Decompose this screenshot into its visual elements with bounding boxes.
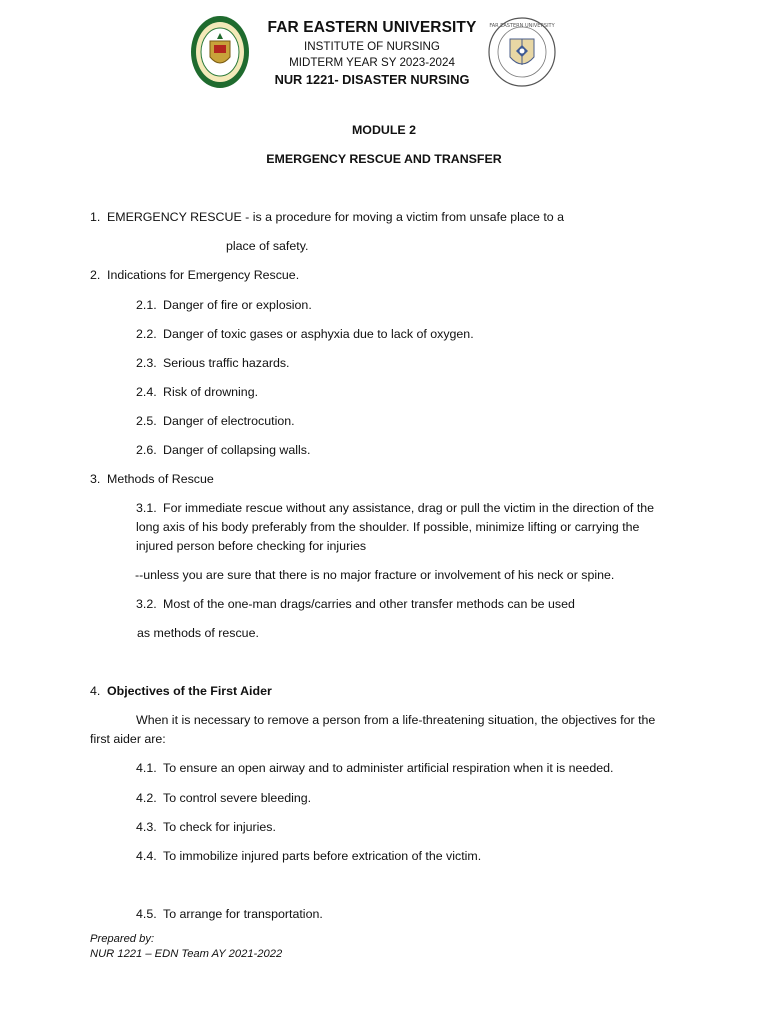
sub-item-number: 2.2. [136, 327, 157, 341]
sub-item-number: 2.1. [136, 298, 157, 312]
sub-item-3-2-number: 3.2. [136, 597, 157, 611]
sub-item-text: Serious traffic hazards. [163, 356, 290, 370]
sub-item-text: To control severe bleeding. [163, 791, 312, 805]
item-4-heading: Objectives of the First Aider [107, 684, 272, 698]
sub-item-text: To check for injuries. [163, 820, 276, 834]
sub-item-text: Danger of toxic gases or asphyxia due to lack of oxygen. [163, 327, 474, 341]
item-1-text: EMERGENCY RESCUE - is a procedure for moving a victim from unsafe place to a [107, 210, 565, 224]
feu-seal-logo [190, 15, 250, 89]
left-logo-year: 1928 [212, 76, 228, 83]
sub-item-3-2-continuation: as methods of rescue. [137, 626, 259, 640]
item-1-continuation: place of safety. [226, 239, 309, 253]
module-title: EMERGENCY RESCUE AND TRANSFER [266, 152, 502, 166]
module-number: MODULE 2 [351, 123, 417, 137]
sub-item-text: Risk of drowning. [163, 385, 259, 399]
course-title: NUR 1221- DISASTER NURSING [274, 72, 470, 87]
sub-item-text: Danger of fire or explosion. [163, 298, 312, 312]
sub-item-text: To ensure an open airway and to administer artificial respiration when it is needed. [163, 761, 614, 775]
sub-item-number: 4.5. [136, 907, 157, 921]
sub-item-3-note: --unless you are sure that there is no major fracture or involvement of his neck or spine. [135, 568, 615, 582]
sub-item-text: Danger of collapsing walls. [163, 443, 311, 457]
sub-item-number: 2.3. [136, 356, 157, 370]
feu-nursing-seal-logo [488, 17, 556, 87]
sub-item-text: Danger of electrocution. [163, 414, 295, 428]
item-3-text: Methods of Rescue [107, 472, 214, 486]
item-1-number: 1. [90, 210, 101, 224]
sub-item-number: 4.1. [136, 761, 157, 775]
item-3-number: 3. [90, 472, 101, 486]
university-title: FAR EASTERN UNIVERSITY [267, 19, 477, 36]
sub-item-number: 2.6. [136, 443, 157, 457]
item-2-text: Indications for Emergency Rescue. [107, 268, 300, 282]
prepared-by-label: Prepared by: [90, 933, 155, 945]
sub-item-number: 2.5. [136, 414, 157, 428]
sub-item-3-1-line-3: injured person before checking for injuries [136, 539, 367, 553]
right-logo-text: FAR EASTERN UNIVERSITY [489, 23, 555, 29]
item-4-intro-line-2: first aider are: [90, 732, 166, 746]
sub-item-3-2-text: Most of the one-man drags/carries and other transfer methods can be used [163, 597, 575, 611]
sub-item-3-1-line-2: long axis of his body preferably from the shoulder. If possible, minimize lifting or carrying the [136, 520, 640, 534]
sub-item-text: To immobilize injured parts before extrication of the victim. [163, 849, 482, 863]
sub-item-number: 2.4. [136, 385, 157, 399]
item-4-number: 4. [90, 684, 101, 698]
sub-item-number: 4.2. [136, 791, 157, 805]
item-2-number: 2. [90, 268, 101, 282]
institute-name: INSTITUTE OF NURSING [304, 40, 440, 53]
sub-item-text: To arrange for transportation. [163, 907, 323, 921]
item-4-intro-line-1: When it is necessary to remove a person from a life-threatening situation, the objectives for the [136, 713, 656, 727]
sub-item-number: 4.3. [136, 820, 157, 834]
prepared-by-team: NUR 1221 – EDN Team AY 2021-2022 [90, 948, 283, 960]
sub-item-number: 4.4. [136, 849, 157, 863]
sub-item-3-1-number: 3.1. [136, 501, 157, 515]
term-label: MIDTERM YEAR SY 2023-2024 [289, 56, 455, 69]
sub-item-3-1-line-1: For immediate rescue without any assistance, drag or pull the victim in the direction of the [163, 501, 655, 515]
